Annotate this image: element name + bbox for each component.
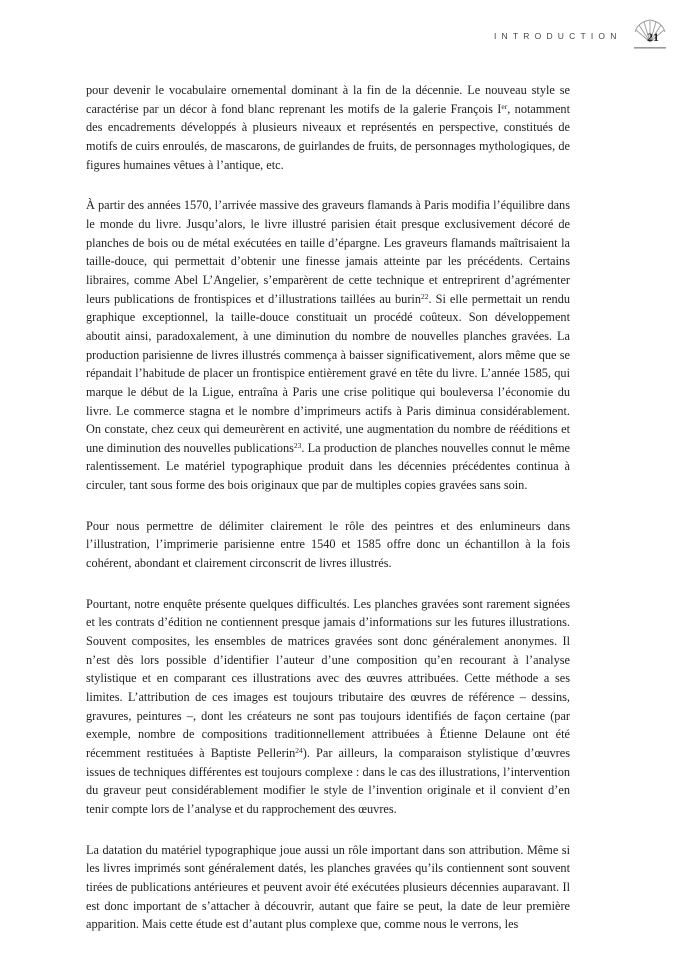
footnote-ref: 22 (421, 291, 429, 301)
paragraph-text: , notamment des encadrements développés à plusieurs niveaux et représentés en perspective, constitués de motifs de cuirs enroulés, de mascarons, de guirlandes de fruits, de personnages mythologiques, de figures humaines vêtues à l’antique, etc. (86, 101, 570, 172)
paragraph-4 (86, 595, 570, 819)
paragraph-2 (86, 196, 570, 495)
paragraph-3 (86, 517, 570, 573)
paragraph-1 (86, 81, 570, 174)
footnote-ref: 24 (295, 746, 303, 756)
paragraph-text: La datation du matériel typographique joue aussi un rôle important dans son attribution. Même si les livres imprimés sont généralement datés, les planches gravées qu’ils contiennent sont souvent tirées de publications antérieures et peuvent avoir été exécutées plusieurs décennies auparavant. Il est donc important de s’attacher à découvrir, autant que faire se peut, la date de leur première apparition. Mais cette étude est d’autant plus complexe que, comme nous le verrons, les (86, 842, 570, 932)
paragraph-text: Pour nous permettre de délimiter clairement le rôle des peintres et des enlumineurs dans l’illustration, l’imprimerie parisienne entre 1540 et 1585 offre donc un échantillon à la fois cohérent, abondant et clairement circonscrit de livres illustrés. (86, 518, 570, 571)
page-number: 21 (647, 30, 659, 44)
paragraph-text: À partir des années 1570, l’arrivée massive des graveurs flamands à Paris modifia l’équilibre dans le monde du livre. Jusqu’alors, le livre illustré parisien était presque exclusivement décoré de planches de bois ou de métal exécutées en taille d’épargne. Les graveurs flamands maîtrisaient la taille-douce, qui permettait d’obtenir une finesse jamais atteinte par les précédents. Certains libraires, comme Abel L’Angelier, s’emparèrent de cette technique et entreprirent d’agrémenter leurs publications de frontispices et d’illustrations taillées au burin (86, 198, 570, 306)
paragraph-text: pour devenir le vocabulaire ornemental dominant à la fin de la décennie. Le nouveau style se caractérise par un décor à fond blanc reprenant les motifs de la galerie François I (86, 83, 570, 116)
body-text (86, 81, 570, 956)
paragraph-text: . La production de planches nouvelles connut le même ralentissement. Le matériel typographique produit dans les décennies précédentes continua à circuler, tant sous forme des bois originaux que par de multiples copies gravées sans soin. (86, 440, 571, 493)
paragraph-5 (86, 841, 570, 934)
paragraph-text: Pourtant, notre enquête présente quelques difficultés. Les planches gravées sont rarement signées et les contrats d’édition ne contiennent presque jamais d’informations sur les futures illustrations. Souvent composites, les ensembles de matrices gravées sont donc généralement anonymes. Il n’est dès lors possible d’identifier l’auteur d’une composition qu’en recourant à l’analyse stylistique et en comparant ces illustrations avec des œuvres attribuées. Cette méthode a ses limites. L’attribution de ces images est toujours tributaire des œuvres de référence – dessins, gravures, peintures –, dont les créateurs ne sont pas toujours identifiés de façon certaine (par exemple, nombre de compositions traditionnellement attribuées à Étienne Delaune ont été récemment restituées à Baptiste Pellerin (86, 596, 570, 760)
paragraph-text: . Si elle permettait un rendu graphique exceptionnel, la taille-douce constituait un procédé coûteux. Son développement aboutit ainsi, paradoxalement, à une diminution du nombre de nouvelles planches gravées. La production parisienne de livres illustrés commença à baisser significativement, alors même que se répandait l’habitude de placer un frontispice entièrement gravé en tête du livre. L’année 1585, qui marque le début de la Ligue, entraîna à Paris une crise politique qui bouleversa l’économie du livre. Le commerce stagna et le nombre d’imprimeurs actifs à Paris diminua considérablement. On constate, chez ceux qui demeurèrent en activité, une augmentation du nombre de rééditions et une diminution des nouvelles publications (86, 291, 570, 455)
footnote-ref: 23 (293, 441, 302, 451)
running-head-title: INTRODUCTION (494, 31, 622, 41)
paragraph-text: ). Par ailleurs, la comparaison stylistique d’œuvres issues de techniques différentes est toujours complexe : dans le cas des illustrations, l’intervention du graveur peut considérablement modifier le style de l’invention originale et il convient d’en tenir compte lors de l’analyse et du rapprochement des œuvres. (86, 746, 570, 816)
footnote-ref: er (501, 101, 508, 111)
